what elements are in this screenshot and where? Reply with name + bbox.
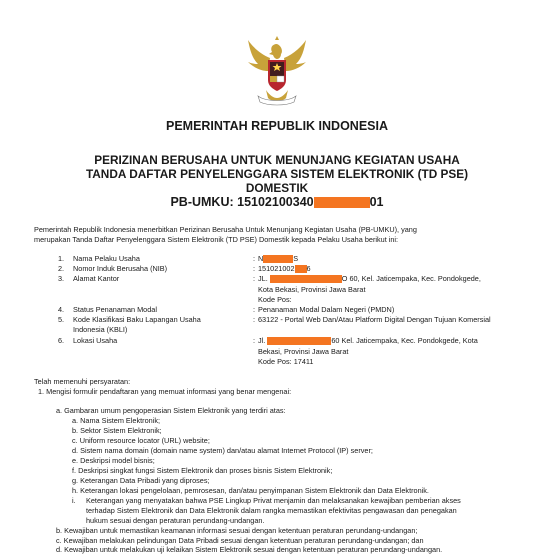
pb-umku-suffix: 01	[369, 195, 384, 209]
requirement-sub-d: d. Kewajiban untuk melakukan uji kelaikan Sistem Elektronik sesuai dengan ketentuan peraturan perundang-undangan.	[56, 545, 443, 554]
requirement-item-1: 1. Mengisi formulir pendaftaran yang memuat informasi yang benar mengenai:	[38, 387, 292, 396]
business-location-line-2: Bekasi, Provinsi Jawa Barat	[258, 347, 349, 356]
requirements-heading: Telah memenuhi persyaratan:	[34, 377, 131, 386]
redaction-mark	[270, 275, 342, 283]
document-page: PEMERINTAH REPUBLIK INDONESIA PERIZINAN BERUSAHA UNTUK MENUNJANG KEGIATAN USAHA TANDA DAFTAR PENYELENGGARA SISTEM ELEKTRONIK (TD PSE) DOMESTIK PB-UMKU: 15102100340 01 Pemerintah Republik Indonesia menerbitkan Perizinan Berusaha Untuk Menunjang Kegiatan Usaha (PB-UMKU), yang merupakan Tanda Daftar Penyelenggara Sistem Elektronik (TD PSE) Domestik kepada Pelaku Usaha berikut ini: 1. Nama Pelaku Usaha : N S 2. Nomor Induk Berusaha (NIB) : 151021002 6 3. Alamat Kantor : JL. O 60, Kel. Jaticempaka, Kec. Pondokgede, Kota Bekasi, Provinsi Jawa Barat Kode Pos: 4. Status Penanaman Modal : Penanaman Modal Dalam Negeri (PMDN) 5. Kode Klasifikasi Baku Lapangan Usaha : 63122 - Portal Web Dan/Atau Platform Digital Dengan Tujuan Komersial Indonesia (KBLI) 6. Lokasi Usaha : Jl. 60 Kel. Jaticempaka, Kec. Pondokgede, Kota Bekasi, Provinsi Jawa Barat Kode Pos: 17411 Telah memenuhi persyaratan: 1. Mengisi formulir pendaftaran yang memuat informasi yang benar mengenai: a. Gambaran umum pengoperasian Sistem Elektronik yang terdiri atas: a. Nama Sistem Elektronik; b. Sektor Sistem Elektronik; c. Uniform resource locator (URL) website; d. Sistem nama domain (domain name system) dan/atau alamat Internet Protocol (IP) server; e. Deskripsi model bisnis; f. Deskripsi singkat fungsi Sistem Elektronik dan proses bisnis Sistem Elektronik; g. Keterangan Data Pribadi yang diproses; h. Keterangan lokasi pengelolaan, pemrosesan, dan/atau penyimpanan Sistem Elektronik dan Data Elektronik. i. Keterangan yang menyatakan bahwa PSE Lingkup Privat menjamin dan melaksanakan kewajiban pemberian akses terhadap Sistem Elektronik dan Data Elektronik dalam rangka memastikan efektivitas pengawasan dan penegakan hukum sesuai dengan peraturan perundang-undangan. b. Kewajiban untuk memastikan keamanan informasi sesuai dengan ketentuan peraturan perundang-undangan; c. Kewajiban melakukan pelindungan Data Pribadi sesuai dengan ketentuan peraturan perundang-undangan; dan d. Kewajiban untuk melakukan uji kelaikan Sistem Elektronik sesuai dengan ketentuan peraturan perundang-undangan.	[0, 0, 554, 554]
list-item: f. Deskripsi singkat fungsi Sistem Elektronik dan proses bisnis Sistem Elektronik;	[72, 466, 333, 475]
list-item-i-line-2: terhadap Sistem Elektronik dan Data Elektronik dalam rangka memastikan efektivitas pengawasan dan penegakan	[86, 506, 457, 515]
list-item: g. Keterangan Data Pribadi yang diproses;	[72, 476, 210, 485]
garuda-pancasila-emblem	[246, 36, 308, 108]
list-item-i-line-3: hukum sesuai dengan peraturan perundang-undangan.	[86, 516, 265, 525]
pb-umku-prefix: PB-UMKU: 15102100340	[170, 195, 314, 209]
office-address-line-2: Kota Bekasi, Provinsi Jawa Barat	[258, 285, 366, 294]
intro-line-2: merupakan Tanda Daftar Penyelenggara Sistem Elektronik (TD PSE) Domestik kepada Pelaku Usaha berikut ini:	[34, 235, 399, 244]
requirement-sub-a: a. Gambaran umum pengoperasian Sistem Elektronik yang terdiri atas:	[56, 406, 286, 415]
title-line-2: TANDA DAFTAR PENYELENGGARA SISTEM ELEKTRONIK (TD PSE)	[85, 167, 469, 181]
list-item: c. Uniform resource locator (URL) website;	[72, 436, 210, 445]
requirement-sub-c: c. Kewajiban melakukan pelindungan Data Pribadi sesuai dengan ketentuan peraturan perundang-undangan; dan	[56, 536, 424, 545]
business-location-line-3: Kode Pos: 17411	[258, 357, 314, 366]
kbli-label-line-2: Indonesia (KBLI)	[73, 325, 128, 334]
redaction-mark	[263, 255, 293, 263]
requirement-sub-b: b. Kewajiban untuk memastikan keamanan informasi sesuai dengan ketentuan peraturan perundang-undangan;	[56, 526, 418, 535]
title-line-3: DOMESTIK	[245, 181, 309, 195]
government-heading: PEMERINTAH REPUBLIK INDONESIA	[165, 119, 388, 133]
title-line-1: PERIZINAN BERUSAHA UNTUK MENUNJANG KEGIATAN USAHA	[94, 153, 460, 167]
intro-line-1: Pemerintah Republik Indonesia menerbitkan Perizinan Berusaha Untuk Menunjang Kegiatan Usaha (PB-UMKU), yang	[34, 225, 417, 234]
list-item-i-label: i.	[72, 496, 76, 505]
list-item: e. Deskripsi model bisnis;	[72, 456, 155, 465]
redaction-mark	[267, 337, 331, 345]
office-address-line-3: Kode Pos:	[258, 295, 292, 304]
redaction-mark	[314, 197, 370, 208]
pb-umku-number	[0, 195, 554, 209]
list-item: d. Sistem nama domain (domain name system) dan/atau alamat Internet Protocol (IP) server;	[72, 446, 373, 455]
list-item: b. Sektor Sistem Elektronik;	[72, 426, 162, 435]
redaction-mark	[295, 265, 307, 273]
list-item: h. Keterangan lokasi pengelolaan, pemrosesan, dan/atau penyimpanan Sistem Elektronik dan Data Elektronik.	[72, 486, 429, 495]
list-item: a. Nama Sistem Elektronik;	[72, 416, 160, 425]
list-item-i-line-1: Keterangan yang menyatakan bahwa PSE Lingkup Privat menjamin dan melaksanakan kewajiban pemberian akses	[86, 496, 461, 505]
